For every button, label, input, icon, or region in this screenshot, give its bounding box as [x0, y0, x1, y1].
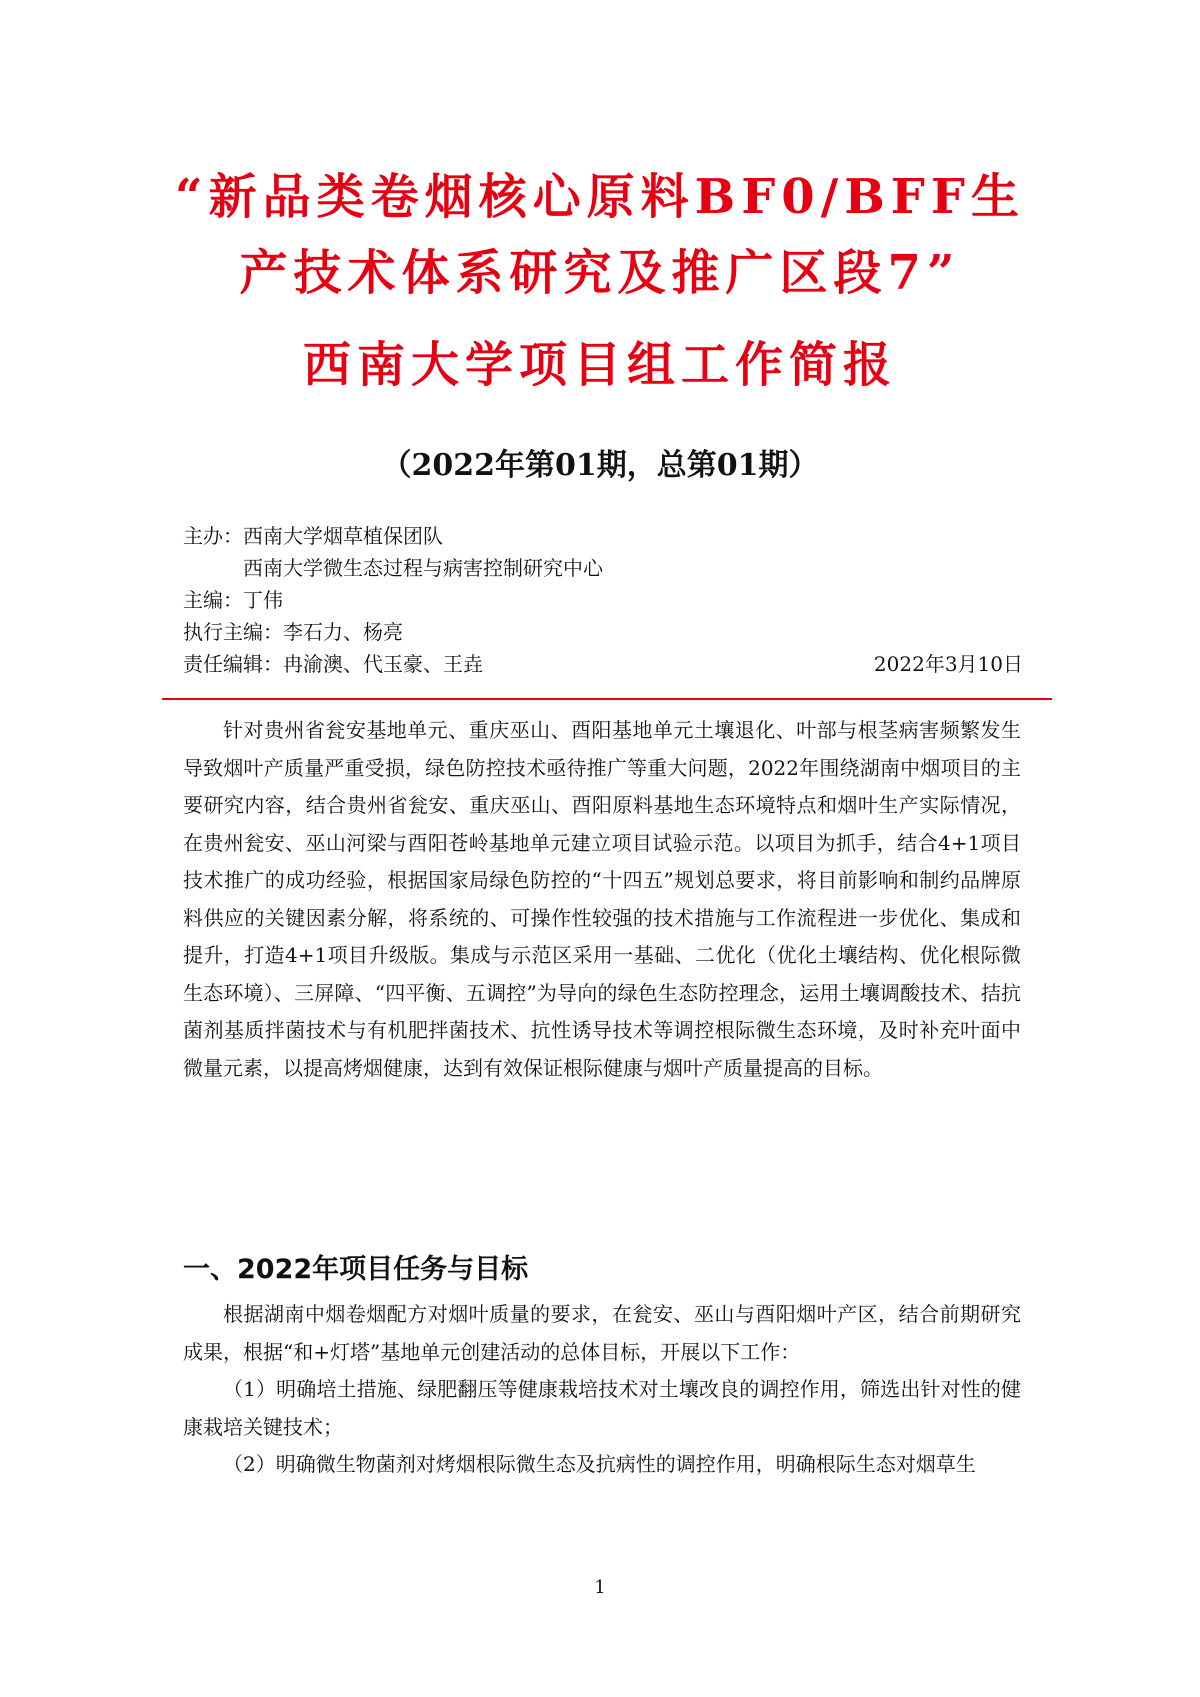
red-divider — [162, 698, 1052, 700]
sponsor-line-2: 西南大学微生态过程与病害控制研究中心 — [243, 556, 603, 580]
task-item-2: （2）明确微生物菌剂对烤烟根际微生态及抗病性的调控作用，明确根际生态对烟草生 — [223, 1452, 976, 1476]
sponsor-line-1: 主办：西南大学烟草植保团队 — [183, 524, 443, 548]
task-item-1: （1）明确培土措施、绿肥翻压等健康栽培技术对土壤改良的调控作用，筛选出针对性的健康栽培关键技术； — [183, 1377, 1021, 1439]
title-line-1: “新品类卷烟核心原料BF0/BFF生 — [175, 169, 1025, 225]
title-line-3: 西南大学项目组工作简报 — [302, 337, 897, 393]
section-intro-paragraph: 根据湖南中烟卷烟配方对烟叶质量的要求，在瓮安、巫山与酉阳烟叶产区，结合前期研究成果，根据“和+灯塔”基地单元创建活动的总体目标，开展以下工作： — [183, 1302, 1021, 1364]
masthead-info — [183, 520, 1023, 680]
executive-editors: 执行主编：李石力、杨亮 — [183, 620, 403, 644]
responsible-editors: 责任编辑：冉渝澳、代玉豪、王垚 — [183, 652, 483, 676]
chief-editor: 主编：丁伟 — [183, 588, 283, 612]
publish-date: 2022年3月10日 — [873, 652, 1023, 676]
issue-number: （2022年第01期，总第01期） — [381, 448, 819, 483]
page-number: 1 — [594, 1577, 606, 1598]
title-line-2: 产技术体系研究及推广区段7” — [239, 245, 961, 301]
section-heading: 一、2022年项目任务与目标 — [183, 1254, 529, 1285]
intro-paragraph: 针对贵州省瓮安基地单元、重庆巫山、酉阳基地单元土壤退化、叶部与根茎病害频繁发生导致烟叶产质量严重受损，绿色防控技术亟待推广等重大问题，2022年围绕湖南中烟项目的主要研究内容，结合贵州省瓮安、重庆巫山、酉阳原料基地生态环境特点和烟叶生产实际情况，在贵州瓮安、巫山河梁与酉阳苍岭基地单元建立项目试验示范。以项目为抓手，结合4+1项目技术推广的成功经验，根据国家局绿色防控的“十四五”规划总要求，将目前影响和制约品牌原料供应的关键因素分解，将系统的、可操作性较强的技术措施与工作流程进一步优化、集成和提升，打造4+1项目升级版。集成与示范区采用一基础、二优化（优化土壤结构、优化根际微生态环境）、三屏障、“四平衡、五调控”为导向的绿色生态防控理念，运用土壤调酸技术、拮抗菌剂基质拌菌技术与有机肥拌菌技术、抗性诱导技术等调控根际微生态环境，及时补充叶面中微量元素，以提高烤烟健康，达到有效保证根际健康与烟叶产质量提高的目标。 — [183, 718, 1021, 1080]
